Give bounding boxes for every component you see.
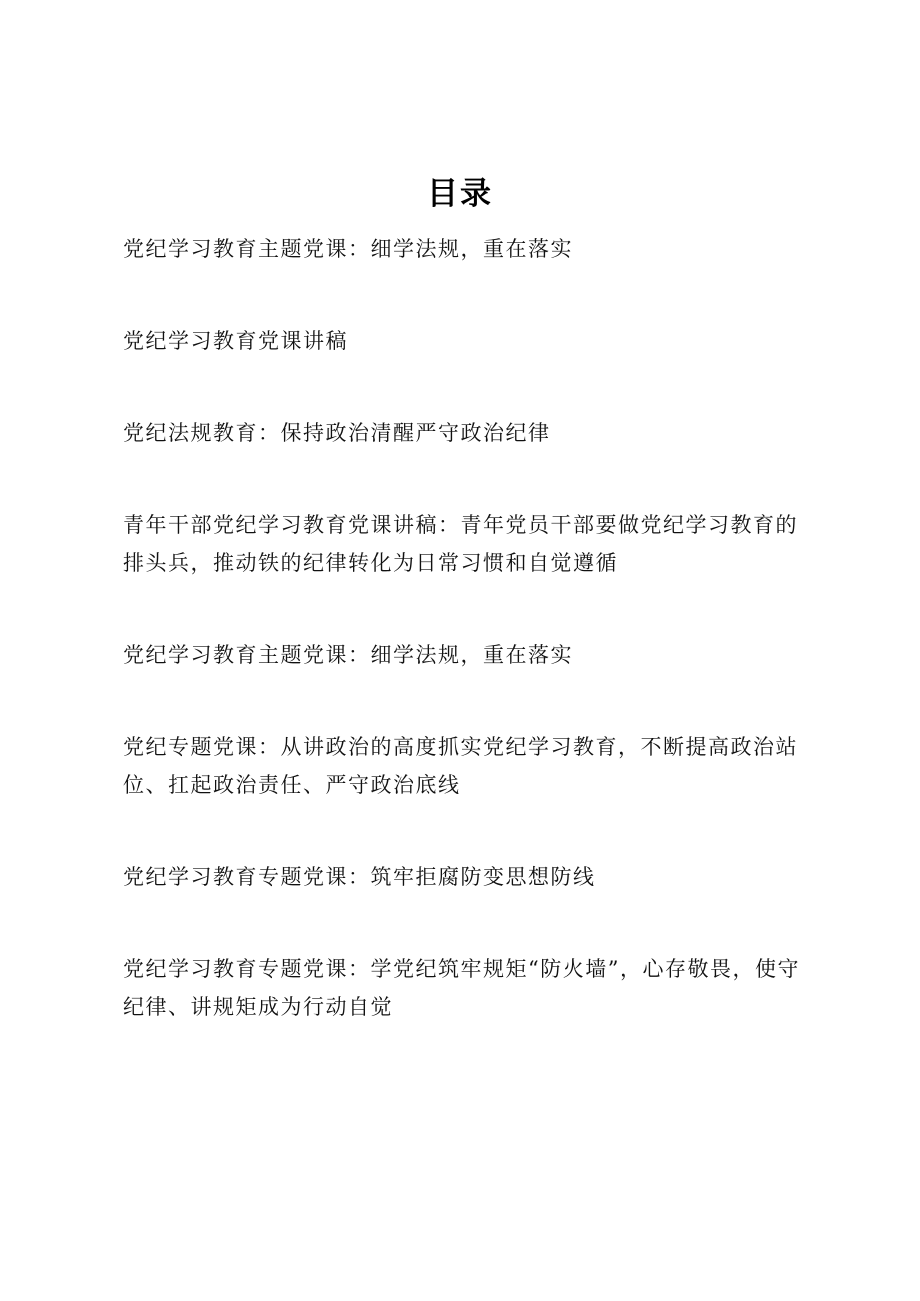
toc-list (123, 230, 803, 1026)
toc-entry[interactable]: 党纪学习教育主题党课：细学法规，重在落实 (123, 237, 573, 261)
toc-entry[interactable]: 党纪学习教育主题党课：细学法规，重在落实 (123, 643, 573, 667)
toc-entry[interactable]: 党纪学习教育专题党课：学党纪筑牢规矩“防火墙”，心存敬畏，使守纪律、讲规矩成为行动自觉 (123, 957, 800, 1019)
toc-entry[interactable]: 党纪学习教育专题党课：筑牢拒腐防变思想防线 (123, 865, 596, 889)
toc-title: 目录 (427, 176, 493, 212)
toc-entry[interactable]: 党纪法规教育：保持政治清醒严守政治纪律 (123, 421, 551, 445)
toc-entry[interactable]: 党纪学习教育党课讲稿 (123, 329, 348, 353)
toc-entry[interactable]: 青年干部党纪学习教育党课讲稿：青年党员干部要做党纪学习教育的排头兵，推动铁的纪律转化为日常习惯和自觉遵循 (123, 513, 798, 575)
toc-entry[interactable]: 党纪专题党课：从讲政治的高度抓实党纪学习教育，不断提高政治站位、扛起政治责任、严守政治底线 (123, 735, 798, 797)
